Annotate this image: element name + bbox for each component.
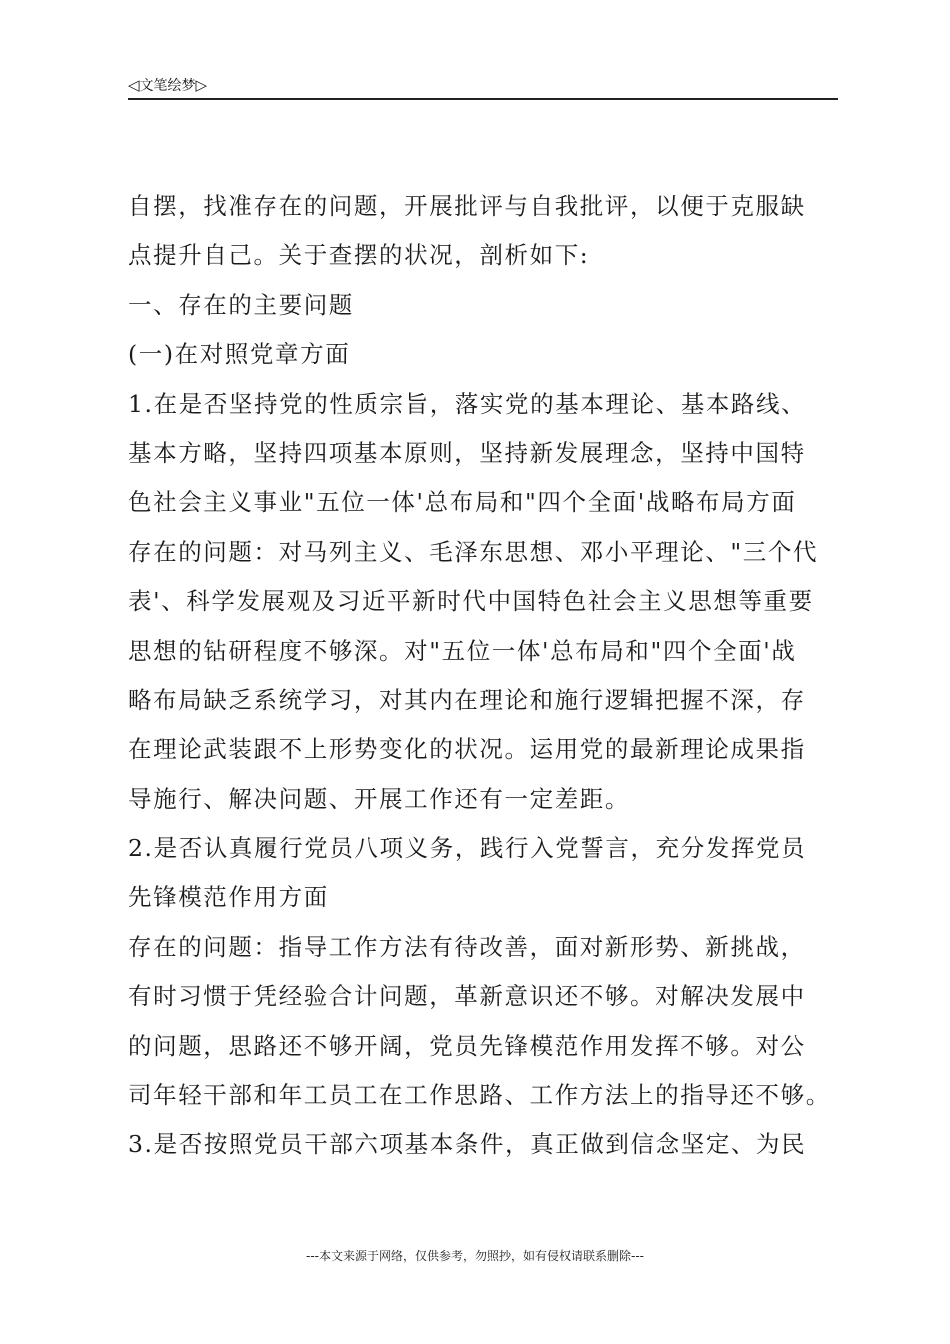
body-line: 导施行、解决问题、开展工作还有一定差距。 xyxy=(128,784,630,813)
body-line: 1.在是否坚持党的性质宗旨，落实党的基本理论、基本路线、 xyxy=(128,389,807,418)
document-body xyxy=(128,182,840,1170)
subsection-heading: (一)在对照党章方面 xyxy=(128,340,351,369)
page-header xyxy=(128,74,838,100)
left-triangle-icon: ◁ xyxy=(128,76,140,94)
body-line: 思想的钻研程度不够深。对"五位一体'总布局和"四个全面'战 xyxy=(128,636,797,665)
body-line: 司年轻干部和年工员工在工作思路、工作方法上的指导还不够。 xyxy=(128,1081,831,1110)
body-line: 在理论武装跟不上形势变化的状况。运用党的最新理论成果指 xyxy=(128,735,806,764)
header-title-row xyxy=(128,76,207,95)
body-line: 存在的问题：指导工作方法有待改善，面对新形势、新挑战， xyxy=(128,932,806,961)
body-line: 基本方略，坚持四项基本原则，坚持新发展理念，坚持中国特 xyxy=(128,438,806,467)
body-line: 的问题，思路还不够开阔，党员先锋模范作用发挥不够。对公 xyxy=(128,1031,806,1060)
body-line: 有时习惯于凭经验合计问题，革新意识还不够。对解决发展中 xyxy=(128,982,806,1011)
body-line: 略布局缺乏系统学习，对其内在理论和施行逻辑把握不深，存 xyxy=(128,685,806,714)
body-line: 存在的问题：对马列主义、毛泽东思想、邓小平理论、"三个代 xyxy=(128,537,819,566)
body-line: 2.是否认真履行党员八项义务，践行入党誓言，充分发挥党员 xyxy=(128,834,807,863)
header-title: 文笔绘梦 xyxy=(139,78,196,94)
body-line: 点提升自己。关于查摆的状况，剖析如下: xyxy=(128,241,590,270)
body-line: 色社会主义事业"五位一体'总布局和"四个全面'战略布局方面 xyxy=(128,488,797,517)
body-line: 自摆，找准存在的问题，开展批评与自我批评，以便于克服缺 xyxy=(128,192,806,220)
body-line: 表'、科学发展观及习近平新时代中国特色社会主义思想等重要 xyxy=(128,587,814,616)
body-line: 3.是否按照党员干部六项基本条件，真正做到信念坚定、为民 xyxy=(128,1130,807,1159)
body-line: 先锋模范作用方面 xyxy=(128,883,329,912)
page-footer-disclaimer: ---本文来源于网络，仅供参考，勿照抄，如有侵权请联系删除--- xyxy=(306,1249,644,1263)
right-triangle-icon: ▷ xyxy=(195,76,208,94)
section-heading: 一、存在的主要问题 xyxy=(128,290,354,319)
